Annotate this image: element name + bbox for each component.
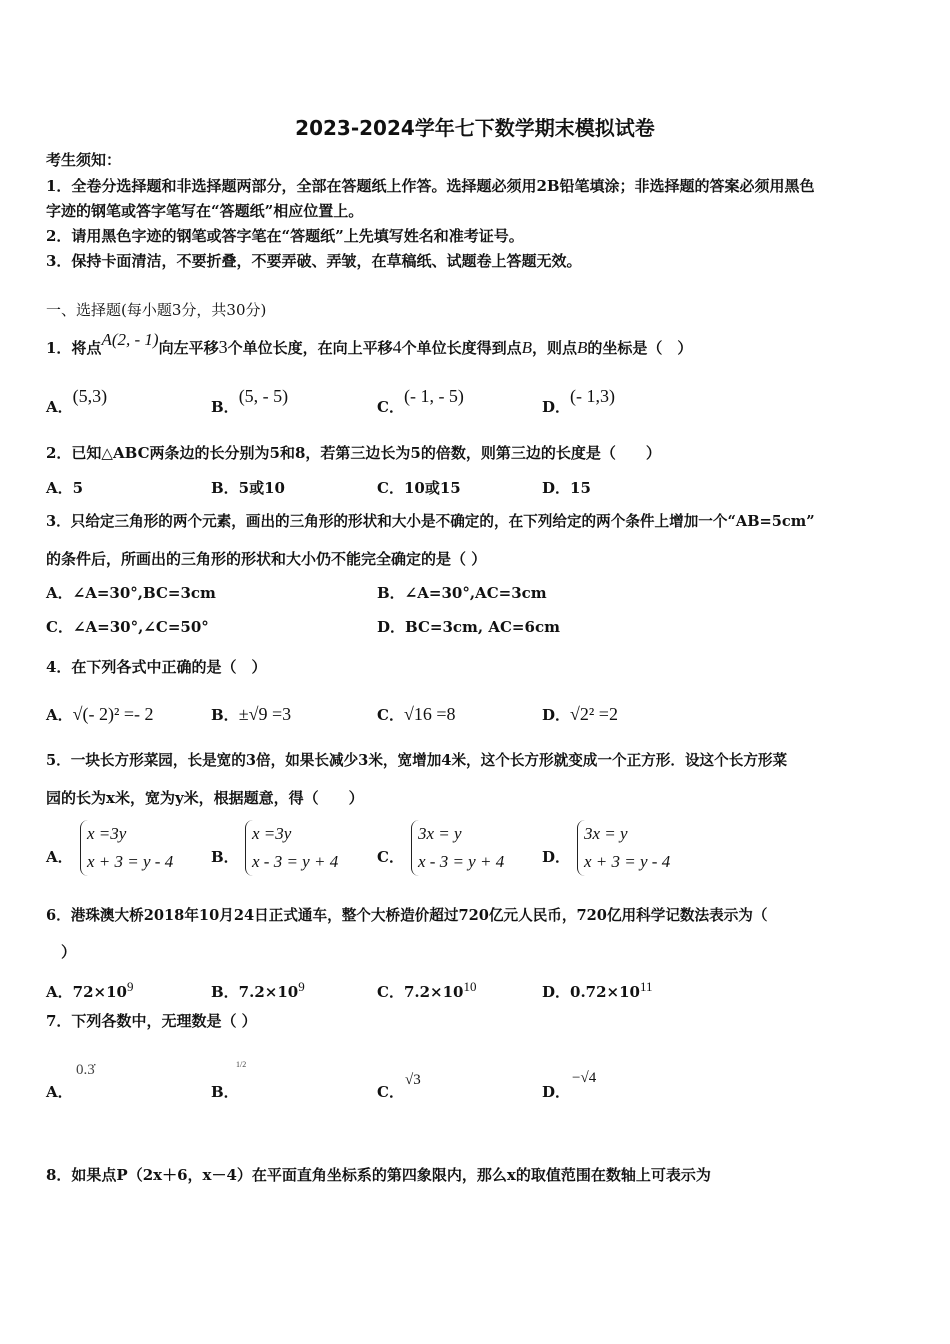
question-8: 8．如果点P（2x＋6，x－4）在平面直角坐标系的第四象限内，那么x的取值范围在数轴上可表示为 (46, 1166, 711, 1184)
question-3: 3．只给定三角形的两个元素，画出的三角形的形状和大小是不确定的，在下列给定的两个条件上增加一个“AB=5cm” (46, 513, 815, 530)
fraction: 1/2 (236, 1060, 247, 1069)
question-3-cont: 的条件后，所画出的三角形的形状和大小仍不能完全确定的是（ ） (46, 550, 487, 568)
option-b[interactable]: B．(5, - 5) (211, 386, 289, 416)
notice-line: 字迹的钢笔或答字笔写在“答题纸”相应位置上。 (46, 202, 364, 220)
option-c[interactable]: C． (377, 1083, 404, 1101)
equation-system-a: x =3y x + 3 = y - 4 (80, 820, 173, 876)
option-b[interactable]: B．5或10 (211, 479, 285, 497)
question-4: 4．在下列各式中正确的是（ ） (46, 658, 267, 676)
q-text: ，则点 (532, 339, 578, 357)
notice-line: 2．请用黑色字迹的钢笔或答字笔在“答题纸”上先填写姓名和准考证号。 (46, 227, 524, 245)
option-c[interactable]: C．$7.2\times 10^{10}$ (377, 979, 477, 1001)
notice-line: 1．全卷分选择题和非选择题两部分，全部在答题纸上作答。选择题必须用2B铅笔填涂；非选择题的答案必须用黑色 (46, 177, 815, 195)
option-c[interactable]: C．√16 =8 (377, 704, 456, 724)
option-a[interactable]: A．$72\times 10^9$ (46, 979, 134, 1001)
notice-line: 3．保持卡面清洁，不要折叠，不要弄破、弄皱，在草稿纸、试题卷上答题无效。 (46, 252, 582, 270)
section-heading: 一、选择题(每小题3分，共30分) (46, 301, 267, 319)
question-6-cont: ） (46, 943, 77, 961)
option-b[interactable]: B．∠A=30°,AC=3cm (377, 584, 547, 602)
q-text: 1．将点 (46, 339, 102, 357)
q-text: 向左平移 (158, 339, 219, 357)
q-text: 个单位长度，在向上平移 (227, 339, 393, 357)
option-c[interactable]: C．(- 1, - 5) (377, 386, 464, 416)
question-7: 7．下列各数中，无理数是（ ） (46, 1012, 257, 1030)
math: A(2, - 1) (101, 330, 159, 349)
question-1 (46, 330, 693, 358)
repeating-decimal: 0.3̇ (76, 1062, 95, 1078)
equation-system-d: 3x = y x + 3 = y - 4 (577, 820, 670, 876)
option-a[interactable]: A．(5,3) (46, 386, 108, 416)
math: B (521, 338, 532, 357)
option-d[interactable]: D． (542, 1083, 571, 1101)
option-b[interactable]: B．±√9 =3 (211, 704, 292, 724)
option-d[interactable]: D．$0.72\times 10^{11}$ (542, 979, 653, 1001)
option-d[interactable]: D．(- 1,3) (542, 386, 615, 416)
math: 3 (218, 337, 228, 357)
question-2: 2．已知△ABC两条边的长分别为5和8，若第三边长为5的倍数，则第三边的长度是（ ） (46, 444, 661, 462)
option-d[interactable]: D．√2² =2 (542, 704, 618, 724)
equation-system-c: 3x = y x - 3 = y + 4 (411, 820, 504, 876)
notice-heading: 考生须知： (46, 151, 122, 169)
option-a[interactable]: A．∠A=30°,BC=3cm (46, 584, 216, 602)
option-a[interactable]: A．√(- 2)² =- 2 (46, 704, 154, 724)
option-c[interactable]: C．10或15 (377, 479, 461, 497)
option-a[interactable]: A． (46, 1083, 73, 1101)
question-5-cont: 园的长为x米，宽为y米，根据题意，得（ ） (46, 789, 364, 807)
math: B (577, 338, 588, 357)
option-d[interactable]: D． (542, 848, 571, 866)
sqrt-3: √3 (405, 1072, 421, 1088)
page-title: 2023-2024学年七下数学期末模拟试卷 (295, 116, 655, 140)
equation-system-b: x =3y x - 3 = y + 4 (245, 820, 338, 876)
option-d[interactable]: D．15 (542, 479, 591, 497)
neg-sqrt-4: −√4 (572, 1070, 597, 1086)
question-6: 6．港珠澳大桥2018年10月24日正式通车，整个大桥造价超过720亿元人民币，720亿用科学记数法表示为（ (46, 907, 768, 924)
option-c[interactable]: C．∠A=30°,∠C=50° (46, 618, 209, 636)
q-text: 的坐标是（ ） (587, 339, 693, 357)
option-b[interactable]: B．$7.2\times 10^9$ (211, 979, 305, 1001)
q-text: 个单位长度得到点 (401, 339, 522, 357)
option-d[interactable]: D．BC=3cm, AC=6cm (377, 618, 560, 636)
question-5: 5．一块长方形菜园，长是宽的3倍，如果长减少3米，宽增加4米，这个长方形就变成一个正方形．设这个长方形菜 (46, 752, 788, 769)
option-a[interactable]: A．5 (46, 479, 84, 497)
option-a[interactable]: A． (46, 848, 73, 866)
option-b[interactable]: B． (211, 848, 239, 866)
option-c[interactable]: C． (377, 848, 404, 866)
math: 4 (392, 337, 402, 357)
option-b[interactable]: B． (211, 1083, 239, 1101)
